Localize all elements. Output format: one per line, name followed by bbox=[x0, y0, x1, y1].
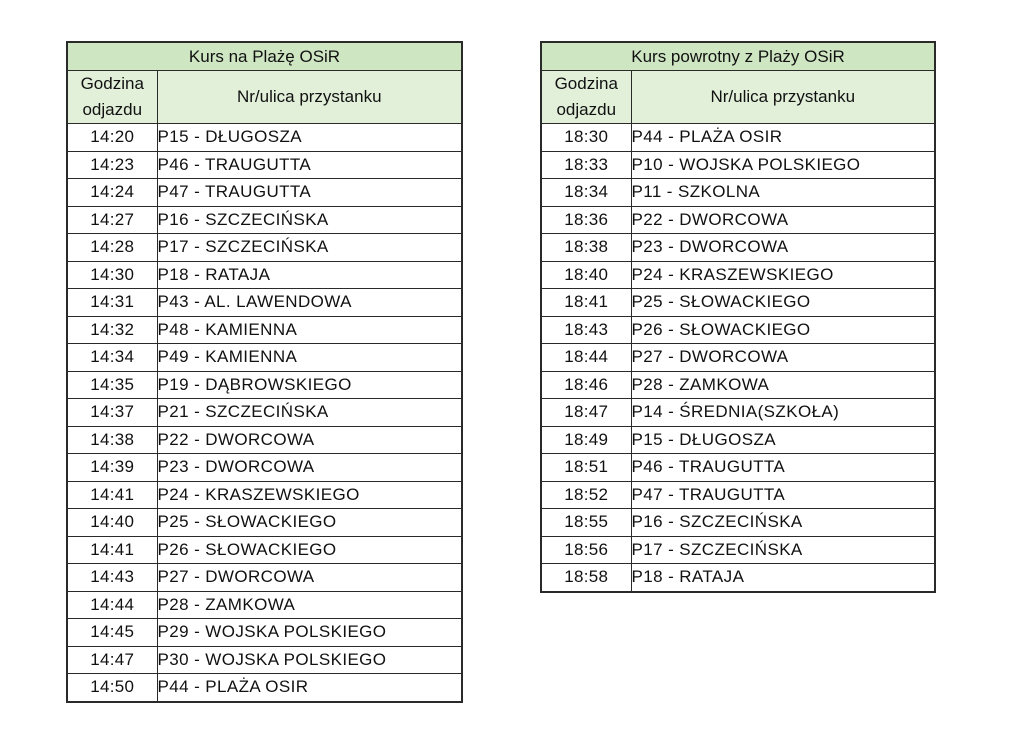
table-row bbox=[541, 564, 935, 592]
table-row bbox=[67, 344, 462, 372]
stop-name-cell: P14 - ŚREDNIA(SZKOŁA) bbox=[631, 399, 935, 427]
stop-name-cell: P25 - SŁOWACKIEGO bbox=[631, 289, 935, 317]
stop-name-cell: P26 - SŁOWACKIEGO bbox=[631, 316, 935, 344]
return-time-header-line1: Godzina bbox=[554, 74, 618, 93]
table-row bbox=[541, 261, 935, 289]
stop-name-cell: P16 - SZCZECIŃSKA bbox=[157, 206, 462, 234]
outbound-time-header bbox=[67, 71, 157, 124]
table-row bbox=[541, 426, 935, 454]
outbound-title-row bbox=[67, 42, 462, 71]
stop-name-cell: P22 - DWORCOWA bbox=[157, 426, 462, 454]
stop-name-cell: P17 - SZCZECIŃSKA bbox=[157, 234, 462, 262]
departure-time-cell: 14:37 bbox=[67, 399, 157, 427]
stop-name-cell: P28 - ZAMKOWA bbox=[157, 591, 462, 619]
departure-time-cell: 14:47 bbox=[67, 646, 157, 674]
table-row bbox=[67, 179, 462, 207]
table-row bbox=[541, 481, 935, 509]
stop-name-cell: P30 - WOJSKA POLSKIEGO bbox=[157, 646, 462, 674]
stop-name-cell: P24 - KRASZEWSKIEGO bbox=[631, 261, 935, 289]
return-stop-header: Nr/ulica przystanku bbox=[631, 71, 935, 124]
stop-name-cell: P21 - SZCZECIŃSKA bbox=[157, 399, 462, 427]
table-row bbox=[541, 151, 935, 179]
outbound-header-row bbox=[67, 71, 462, 124]
departure-time-cell: 14:28 bbox=[67, 234, 157, 262]
departure-time-cell: 18:46 bbox=[541, 371, 631, 399]
departure-time-cell: 18:51 bbox=[541, 454, 631, 482]
stop-name-cell: P10 - WOJSKA POLSKIEGO bbox=[631, 151, 935, 179]
table-row bbox=[541, 124, 935, 152]
stop-name-cell: P47 - TRAUGUTTA bbox=[631, 481, 935, 509]
table-row bbox=[67, 261, 462, 289]
departure-time-cell: 18:38 bbox=[541, 234, 631, 262]
stop-name-cell: P27 - DWORCOWA bbox=[631, 344, 935, 372]
stop-name-cell: P25 - SŁOWACKIEGO bbox=[157, 509, 462, 537]
departure-time-cell: 14:50 bbox=[67, 674, 157, 702]
departure-time-cell: 18:30 bbox=[541, 124, 631, 152]
departure-time-cell: 14:44 bbox=[67, 591, 157, 619]
stop-name-cell: P15 - DŁUGOSZA bbox=[631, 426, 935, 454]
departure-time-cell: 18:52 bbox=[541, 481, 631, 509]
table-row bbox=[541, 454, 935, 482]
stop-name-cell: P49 - KAMIENNA bbox=[157, 344, 462, 372]
table-row bbox=[67, 509, 462, 537]
departure-time-cell: 14:43 bbox=[67, 564, 157, 592]
table-row bbox=[541, 371, 935, 399]
outbound-rows bbox=[67, 124, 462, 702]
stop-name-cell: P22 - DWORCOWA bbox=[631, 206, 935, 234]
stop-name-cell: P11 - SZKOLNA bbox=[631, 179, 935, 207]
stop-name-cell: P16 - SZCZECIŃSKA bbox=[631, 509, 935, 537]
stop-name-cell: P46 - TRAUGUTTA bbox=[631, 454, 935, 482]
table-row bbox=[541, 289, 935, 317]
departure-time-cell: 18:43 bbox=[541, 316, 631, 344]
departure-time-cell: 14:41 bbox=[67, 481, 157, 509]
return-time-header-line2: odjazdu bbox=[556, 100, 617, 119]
table-row bbox=[67, 454, 462, 482]
stop-name-cell: P28 - ZAMKOWA bbox=[631, 371, 935, 399]
return-title: Kurs powrotny z Plaży OSiR bbox=[541, 42, 935, 71]
table-row bbox=[67, 399, 462, 427]
departure-time-cell: 14:38 bbox=[67, 426, 157, 454]
stop-name-cell: P29 - WOJSKA POLSKIEGO bbox=[157, 619, 462, 647]
table-row bbox=[67, 151, 462, 179]
departure-time-cell: 14:30 bbox=[67, 261, 157, 289]
departure-time-cell: 14:23 bbox=[67, 151, 157, 179]
table-row bbox=[541, 234, 935, 262]
stop-name-cell: P48 - KAMIENNA bbox=[157, 316, 462, 344]
table-row bbox=[541, 344, 935, 372]
departure-time-cell: 14:27 bbox=[67, 206, 157, 234]
outbound-time-header-line1: Godzina bbox=[80, 74, 144, 93]
stop-name-cell: P15 - DŁUGOSZA bbox=[157, 124, 462, 152]
table-row bbox=[67, 481, 462, 509]
table-row bbox=[67, 371, 462, 399]
table-row bbox=[541, 179, 935, 207]
departure-time-cell: 18:36 bbox=[541, 206, 631, 234]
table-row bbox=[67, 674, 462, 702]
departure-time-cell: 18:41 bbox=[541, 289, 631, 317]
stop-name-cell: P18 - RATAJA bbox=[631, 564, 935, 592]
departure-time-cell: 14:34 bbox=[67, 344, 157, 372]
table-row bbox=[67, 234, 462, 262]
departure-time-cell: 14:40 bbox=[67, 509, 157, 537]
departure-time-cell: 14:45 bbox=[67, 619, 157, 647]
stop-name-cell: P46 - TRAUGUTTA bbox=[157, 151, 462, 179]
table-row bbox=[67, 124, 462, 152]
table-row bbox=[541, 536, 935, 564]
departure-time-cell: 18:56 bbox=[541, 536, 631, 564]
table-row bbox=[67, 591, 462, 619]
table-row bbox=[67, 646, 462, 674]
stop-name-cell: P18 - RATAJA bbox=[157, 261, 462, 289]
departure-time-cell: 18:40 bbox=[541, 261, 631, 289]
outbound-stop-header: Nr/ulica przystanku bbox=[157, 71, 462, 124]
table-row bbox=[67, 536, 462, 564]
table-row bbox=[67, 316, 462, 344]
departure-time-cell: 14:31 bbox=[67, 289, 157, 317]
stop-name-cell: P43 - AL. LAWENDOWA bbox=[157, 289, 462, 317]
stop-name-cell: P23 - DWORCOWA bbox=[631, 234, 935, 262]
departure-time-cell: 14:41 bbox=[67, 536, 157, 564]
stop-name-cell: P27 - DWORCOWA bbox=[157, 564, 462, 592]
table-row bbox=[67, 426, 462, 454]
departure-time-cell: 14:24 bbox=[67, 179, 157, 207]
table-row bbox=[67, 564, 462, 592]
table-row bbox=[541, 509, 935, 537]
outbound-time-header-line2: odjazdu bbox=[82, 100, 143, 119]
stop-name-cell: P44 - PLAŻA OSIR bbox=[631, 124, 935, 152]
departure-time-cell: 18:33 bbox=[541, 151, 631, 179]
table-row bbox=[67, 619, 462, 647]
departure-time-cell: 14:20 bbox=[67, 124, 157, 152]
return-header-row bbox=[541, 71, 935, 124]
stop-name-cell: P24 - KRASZEWSKIEGO bbox=[157, 481, 462, 509]
departure-time-cell: 18:58 bbox=[541, 564, 631, 592]
table-row bbox=[541, 206, 935, 234]
outbound-title: Kurs na Plażę OSiR bbox=[67, 42, 462, 71]
return-title-row bbox=[541, 42, 935, 71]
departure-time-cell: 18:44 bbox=[541, 344, 631, 372]
departure-time-cell: 14:39 bbox=[67, 454, 157, 482]
stop-name-cell: P47 - TRAUGUTTA bbox=[157, 179, 462, 207]
table-row bbox=[541, 316, 935, 344]
table-row bbox=[67, 206, 462, 234]
departure-time-cell: 18:47 bbox=[541, 399, 631, 427]
departure-time-cell: 14:32 bbox=[67, 316, 157, 344]
stop-name-cell: P26 - SŁOWACKIEGO bbox=[157, 536, 462, 564]
stop-name-cell: P23 - DWORCOWA bbox=[157, 454, 462, 482]
departure-time-cell: 18:49 bbox=[541, 426, 631, 454]
stop-name-cell: P44 - PLAŻA OSIR bbox=[157, 674, 462, 702]
return-rows bbox=[541, 124, 935, 592]
departure-time-cell: 18:55 bbox=[541, 509, 631, 537]
departure-time-cell: 18:34 bbox=[541, 179, 631, 207]
stop-name-cell: P17 - SZCZECIŃSKA bbox=[631, 536, 935, 564]
return-time-header bbox=[541, 71, 631, 124]
table-row bbox=[541, 399, 935, 427]
return-schedule-table bbox=[540, 41, 936, 593]
stop-name-cell: P19 - DĄBROWSKIEGO bbox=[157, 371, 462, 399]
departure-time-cell: 14:35 bbox=[67, 371, 157, 399]
outbound-schedule-table bbox=[66, 41, 463, 703]
table-row bbox=[67, 289, 462, 317]
